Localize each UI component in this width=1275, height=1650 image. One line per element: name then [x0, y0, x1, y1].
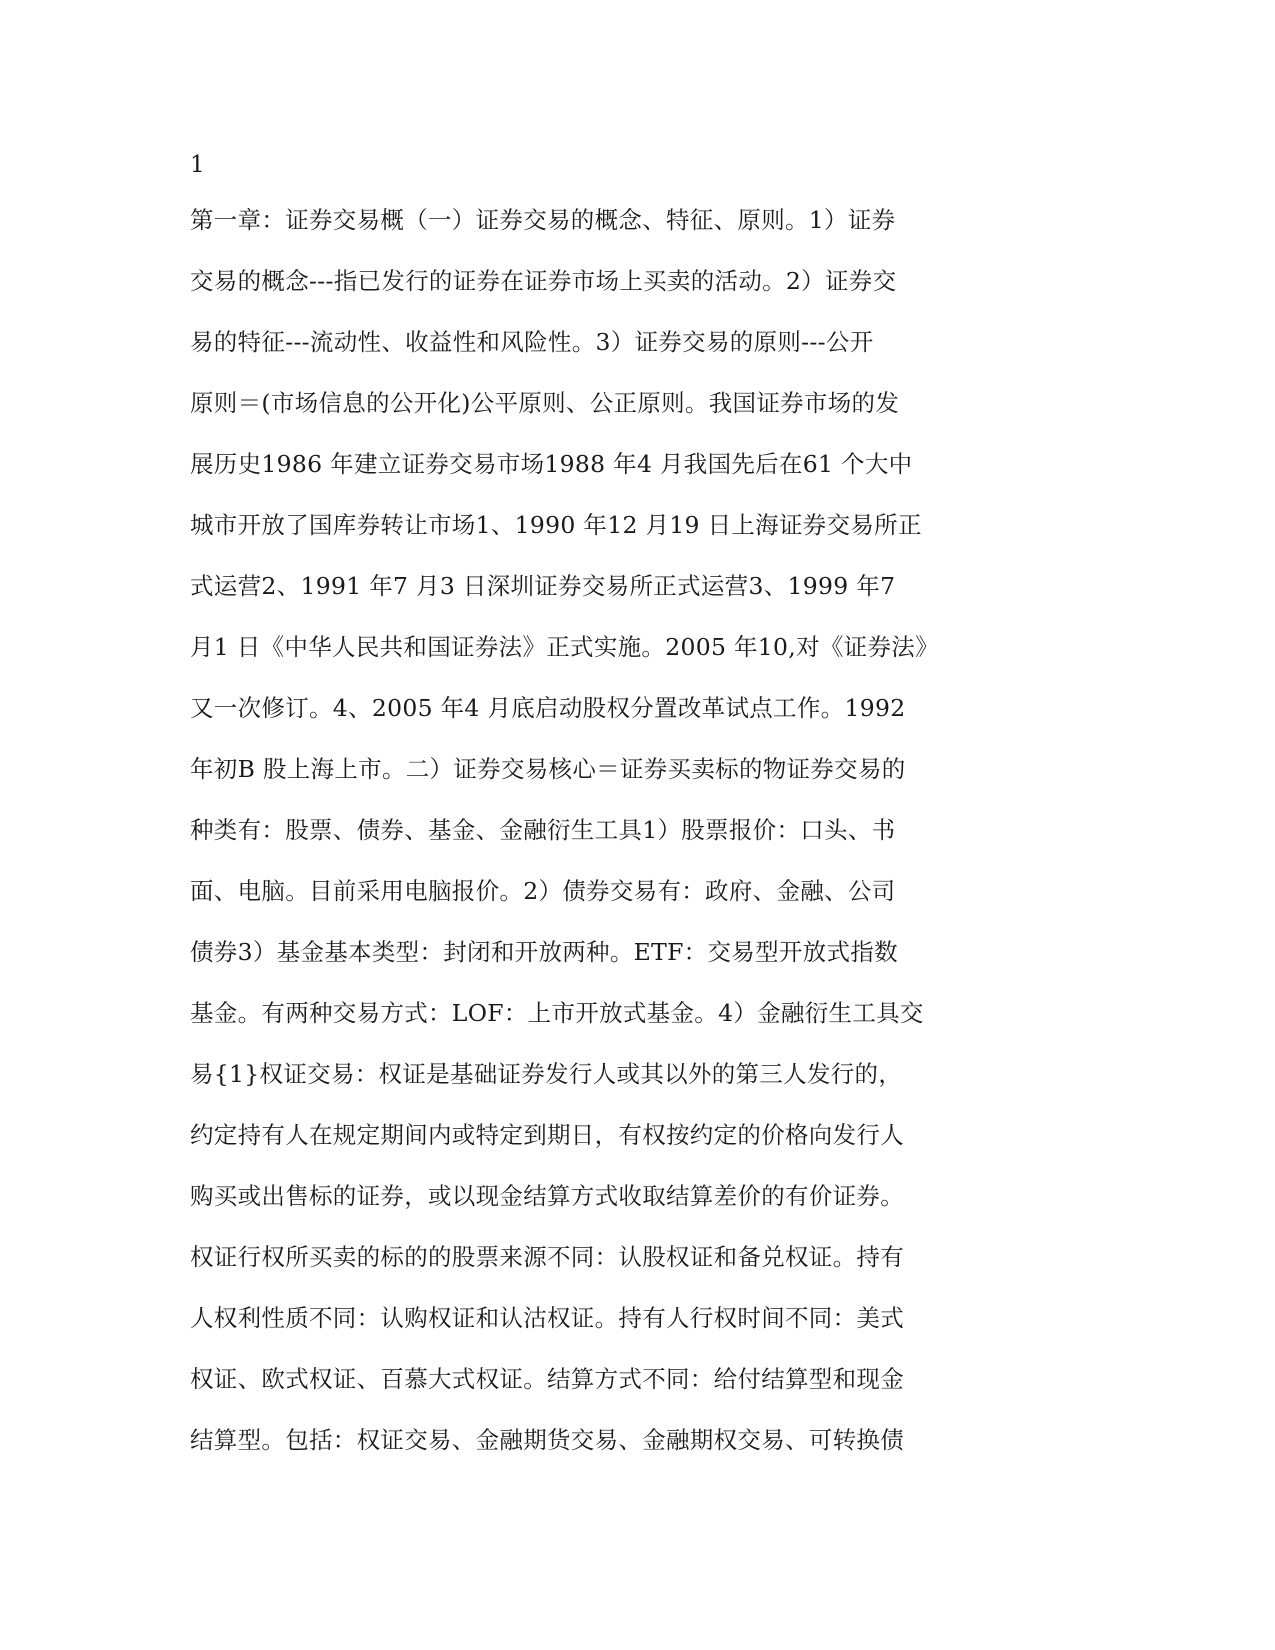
text-line: 种类有：股票、债券、基金、金融衍生工具1）股票报价：口头、书 — [190, 816, 896, 844]
text-line: 交易的概念---指已发行的证券在证券市场上买卖的活动。2）证券交 — [190, 267, 897, 295]
page-number: 1 — [190, 152, 205, 178]
text-line: 结算型。包括：权证交易、金融期货交易、金融期权交易、可转换债 — [190, 1426, 904, 1454]
text-line: 债券3）基金基本类型：封闭和开放两种。ETF：交易型开放式指数 — [190, 938, 898, 966]
text-line: 式运营2、1991 年7 月3 日深圳证券交易所正式运营3、1999 年7 — [190, 572, 896, 600]
text-line: 易的特征---流动性、收益性和风险性。3）证券交易的原则---公开 — [190, 328, 874, 356]
text-line: 月1 日《中华人民共和国证券法》正式实施。2005 年10,对《证券法》 — [190, 633, 939, 661]
text-line: 权证、欧式权证、百慕大式权证。结算方式不同：给付结算型和现金 — [190, 1365, 904, 1393]
text-line: 权证行权所买卖的标的的股票来源不同：认股权证和备兑权证。持有 — [190, 1243, 904, 1271]
text-line: 人权利性质不同：认购权证和认沽权证。持有人行权时间不同：美式 — [190, 1304, 904, 1332]
text-line: 易{1}权证交易：权证是基础证券发行人或其以外的第三人发行的， — [190, 1060, 903, 1088]
text-line: 约定持有人在规定期间内或特定到期日，有权按约定的价格向发行人 — [190, 1121, 904, 1149]
text-line: 原则＝(市场信息的公开化)公平原则、公正原则。我国证券市场的发 — [190, 389, 900, 417]
text-line: 城市开放了国库券转让市场1、1990 年12 月19 日上海证券交易所正 — [190, 511, 922, 539]
text-line: 购买或出售标的证券，或以现金结算方式收取结算差价的有价证券。 — [190, 1182, 904, 1210]
text-line: 又一次修订。4、2005 年4 月底启动股权分置改革试点工作。1992 — [190, 694, 906, 722]
text-line: 面、电脑。目前采用电脑报价。2）债券交易有：政府、金融、公司 — [190, 877, 896, 905]
text-line: 展历史1986 年建立证券交易市场1988 年4 月我国先后在61 个大中 — [190, 450, 913, 478]
text-line: 年初B 股上海上市。二）证券交易核心＝证券买卖标的物证券交易的 — [190, 755, 906, 783]
body-text — [190, 205, 950, 1486]
text-line: 基金。有两种交易方式：LOF：上市开放式基金。4）金融衍生工具交 — [190, 999, 924, 1027]
text-line: 第一章：证券交易概（一）证券交易的概念、特征、原则。1）证券 — [190, 206, 896, 234]
